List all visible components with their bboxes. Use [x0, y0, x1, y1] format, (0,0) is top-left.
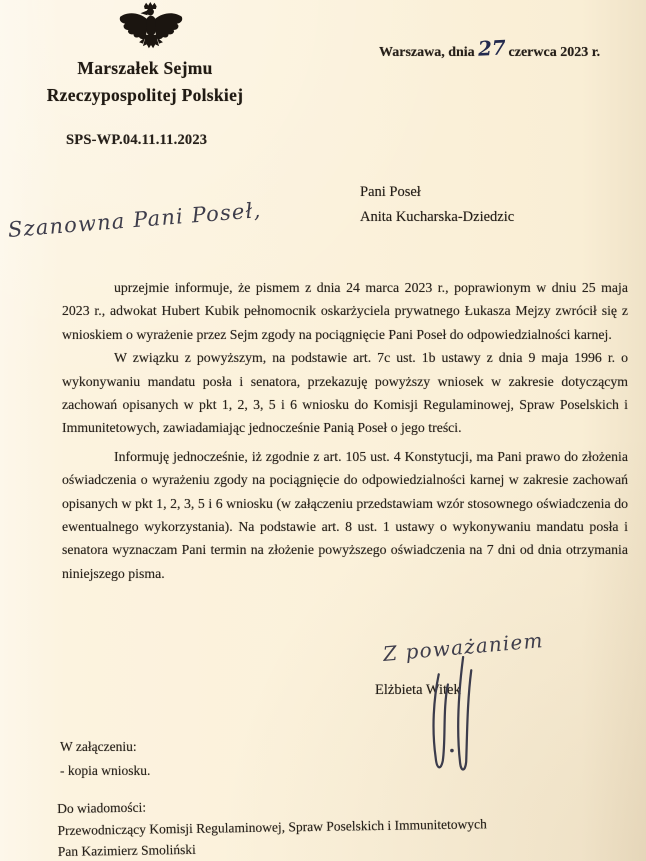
reference-number: SPS-WP.04.11.11.2023 — [66, 132, 208, 148]
attachments-label: W załączeniu: — [60, 739, 137, 754]
dateline — [379, 37, 600, 61]
signer-name: Elżbieta Witek — [375, 682, 461, 698]
handwritten-salutation: Szanowna Pani Poseł, — [7, 198, 263, 242]
attachments-item: - kopia wniosku. — [60, 763, 151, 778]
handwritten-signature-icon — [424, 656, 486, 778]
body-paragraph-3: Informuję jednocześnie, iż zgodnie z art. 105 ust. 4 Konstytucji, ma Pani prawo do złożenia oświadczenia o wyrażeniu zgody na pociągnięcie do odpowiedzialności karnej w zakresie zachowań opisanych w pkt 1, 2, 3, 5 i 6 wniosku (w załączeniu przedstawiam wzór stosownego oświadczenia do ewentualnego wykorzystania). Na podstawie art. 8 ust. 1 ustawy o wykonywaniu mandatu posła i senatora wyznaczam Pani termin na złożenie powyższego oświadczenia na 7 dni od dnia otrzymania niniejszego pisma. — [62, 448, 628, 581]
cc-block — [57, 789, 618, 861]
body-paragraph-1: uprzejmie informuje, że pismem z dnia 24 marca 2023 r., poprawionym w dniu 25 maja 2023 r., adwokat Hubert Kubik pełnomocnik oskarżyciela prywatnego Łukasza Mejzy zwrócił się z wnioskiem o wyrażenie przez Sejm zgody na pociągnięcie Pani Poseł do odpowiedzialności karnej. — [62, 280, 628, 342]
body-paragraph-2: W związku z powyższym, na podstawie art. 7c ust. 1b ustawy z dnia 9 maja 1996 r. o wykonywaniu mandatu posła i senatora, przekazuję powyższy wniosek w zakresie dotyczącym zachowań opisanych w pkt 1, 2, 3, 5 i 6 wniosku do Komisji Regulaminowej, Spraw Poselskich i Immunitetowych, zawiadamiając jednocześnie Panią Poseł o jego treści. — [62, 350, 628, 436]
letter-body — [62, 276, 628, 585]
letterhead-office-line2: Rzeczypospolitej Polskiej — [46, 85, 244, 105]
polish-eagle-emblem-icon — [113, 2, 189, 51]
addressee-block — [360, 180, 514, 230]
attachments-block — [60, 735, 150, 783]
cc-label: Do wiadomości: — [57, 799, 147, 817]
letterhead-office — [14, 55, 276, 109]
dateline-suffix: czerwca 2023 r. — [508, 45, 601, 60]
cc-line1: Przewodniczący Komisji Regulaminowej, Spraw Poselskich i Immunitetowych — [57, 815, 487, 838]
cc-line2: Pan Kazimierz Smoliński — [57, 841, 196, 860]
addressee-title: Pani Poseł — [360, 184, 421, 200]
addressee-name: Anita Kucharska-Dziedzic — [360, 209, 515, 225]
dateline-prefix: Warszawa, dnia — [379, 45, 475, 60]
handwritten-valediction: Z poważaniem — [381, 628, 545, 666]
letterhead-office-line1: Marszałek Sejmu — [77, 58, 213, 78]
dateline-handwritten-day: 27 — [477, 35, 507, 61]
